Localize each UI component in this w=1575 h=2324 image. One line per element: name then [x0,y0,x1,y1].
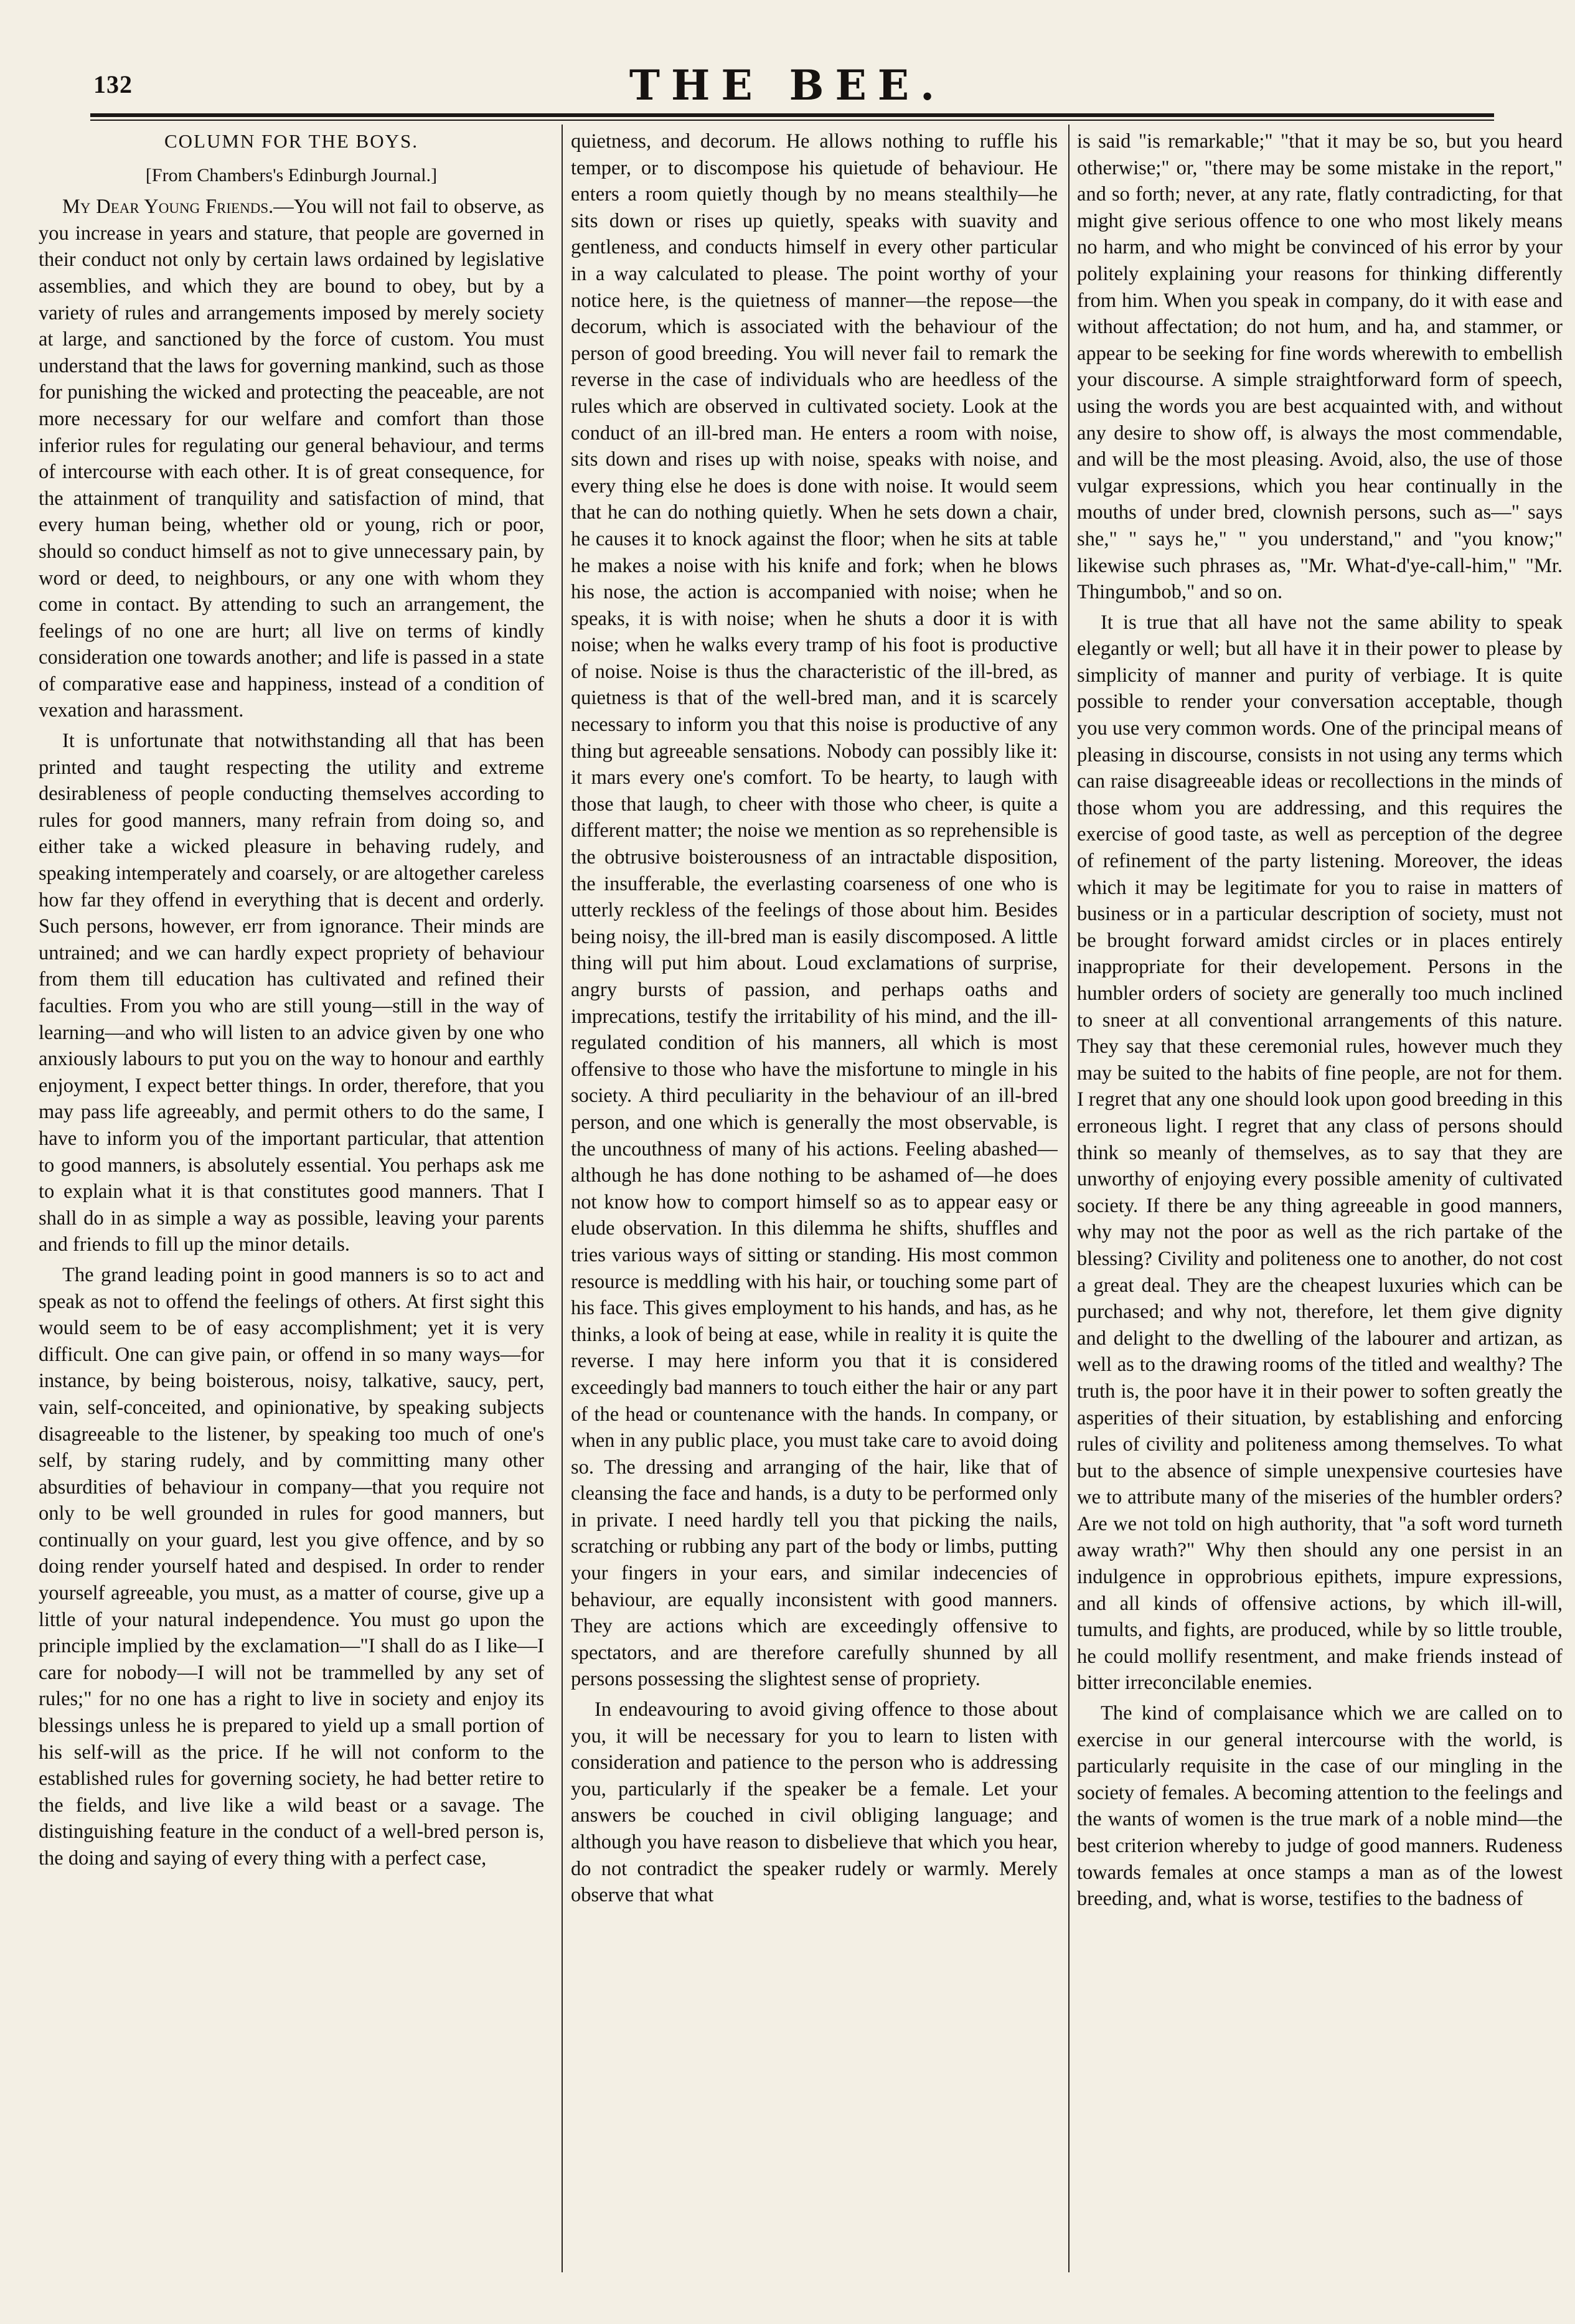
masthead-title: THE BEE. [629,61,946,110]
column-divider-2 [1068,125,1070,2272]
article-paragraph: is said "is remarkable;" "that it may be so, but you heard otherwise;" or, "there may be some mistake in the report," and so forth; never, at any rate, flatly contradicting, for that might give serious offence to one who most likely means no harm, and who might be convinced of his error by your politely explaining your reasons for thinking differently from him. When you speak in company, do it with ease and without affectation; do not hum, and ha, and stammer, or appear to be seeking for fine words wherewith to embellish your discourse. A simple straightforward form of speech, using the words you are best acquainted with, and without any desire to show off, is always the most commendable, and will be the most pleasing. Avoid, also, the use of those vulgar expressions, which you hear continually in the mouths of under bred, clownish persons, such as—" says she," " says he," " you understand," and "you know;" likewise such phrases as, "Mr. What-d'ye-call-him," "Mr. Thingumbob," and so on. [1077,130,1563,604]
column-2 [571,128,1058,2282]
column-3 [1077,128,1563,2282]
page-number: 132 [93,70,133,98]
article-heading: COLUMN FOR THE BOYS. [164,130,419,152]
header-rule-thin [90,120,1494,121]
column-1 [39,128,544,2282]
article-paragraph: quietness, and decorum. He allows nothing to ruffle his temper, or to discompose his quietude of behaviour. He enters a room quietly though by no means stealthily—he sits down or rises up quietly, speaks with suavity and gentleness, and conducts himself in every other particular in a way calculated to please. The point worthy of your notice here, is the quietness of manner—the repose—the decorum, which is associated with the behaviour of the person of good breeding. You will never fail to remark the reverse in the case of individuals who are heedless of the rules which are observed in cultivated society. Look at the conduct of an ill-bred man. He enters a room with noise, sits down and rises up with noise, speaks with noise, and every thing else he does is done with noise. It would seem that he can do nothing quietly. When he sets down a chair, he causes it to knock against the floor; when he sits at table he makes a noise with his knife and fork; when he blows his nose, the action is accompanied with noise; when he speaks, it is with noise; when he shuts a door it is with noise; when he walks every tramp of his foot is productive of noise. Noise is thus the characteristic of the ill-bred, as quietness is that of the well-bred man, and it is scarcely necessary to inform you that this noise is productive of any thing but agreeable sensations. Nobody can possibly like it: it mars every one's comfort. To be hearty, to laugh with those that laugh, to cheer with those who cheer, is quite a different matter; the noise we mention as so reprehensible is the obtrusive boisterousness of an intractable disposition, the insufferable, the everlasting coarseness of one who is utterly reckless of the feelings of those about him. Besides being noisy, the ill-bred man is easily discomposed. A little thing will put him about. Loud exclamations of surprise, angry bursts of passion, and perhaps oaths and imprecations, testify the irritability of his mind, and the ill-regulated condition of his manners, all which is most offensive to those who have the misfortune to mingle in his society. A third peculiarity in the behaviour of an ill-bred person, and one which is generally the most observable, is the uncouthness of many of his actions. Feeling abashed—although he has done nothing to be ashamed of—he does not know how to comport himself so as to appear easy or elude observation. In this dilemma he shifts, shuffles and tries various ways of sitting or standing. His most common resource is meddling with his hair, or touching some part of his face. This gives employment to his hands, and has, as he thinks, a look of being at ease, while in reality it is quite the reverse. I may here inform you that it is considered exceedingly bad manners to touch either the hair or any part of the head or countenance with the hands. In company, or when in any public place, you must take care to avoid doing so. The dressing and arranging of the hair, like that of cleansing the face and hands, is a duty to be performed only in private. I need hardly tell you that picking the nails, scratching or rubbing any part of the body or limbs, putting your fingers in your ears, and similar indecencies of behaviour, are equally inconsistent with good manners. They are actions which are exceedingly offensive to spectators, and are therefore carefully shunned by all persons possessing the slightest sense of propriety. [571,130,1058,1691]
column-divider-1 [562,125,563,2272]
salutation: My Dear Young Friends. [62,195,274,219]
article-paragraph: It is true that all have not the same ability to speak elegantly or well; but all have it in their power to please by simplicity of manner and purity of verbiage. It is quite possible to render your conversation acceptable, though you use very common words. One of the principal means of pleasing in discourse, consists in not using any terms which can raise disagreeable ideas or recollections in the minds of those whom you are addressing, and this requires the exercise of good taste, as well as perception of the degree of refinement of the party listening. Moreover, the ideas which it may be legitimate for you to raise in matters of business or in a particular description of society, must not be brought forward amidst circles or in places entirely inappropriate for their developement. Persons in the humbler orders of society are generally too much inclined to sneer at all conventional arrangements of this nature. They say that these ceremonial rules, however much they may be suited to the habits of fine people, are not for them. I regret that any one should look upon good breeding in this erroneous light. I regret that any class of persons should think so meanly of themselves, as to say that they are unworthy of enjoying every possible amenity of cultivated society. If there be any thing agreeable in good manners, why may not the poor as well as the rich partake of the blessing? Civility and politeness one to another, do not cost a great deal. They are the cheapest luxuries which can be purchased; and why not, therefore, let them give dignity and delight to the dwelling of the labourer and artizan, as well as to the drawing rooms of the titled and wealthy? The truth is, the poor have it in their power to soften greatly the asperities of their situation, by establishing and enforcing rules of civility and politeness among themselves. To what but to the absence of simple unexpensive courtesies have we to attribute many of the miseries of the humbler orders? Are we not told on high authority, that "a soft word turneth away wrath?" Why then should any one persist in an indulgence in opprobrious epithets, impure expressions, and all kinds of offensive actions, by which ill-will, tumults, and fights, are produced, while by so little trouble, he could mollify resentment, and make friends instead of bitter irreconcilable enemies. [1077,611,1563,1695]
article-paragraph: It is unfortunate that notwithstanding all that has been printed and taught respecting the utility and extreme desirableness of people conducting themselves according to rules for good manners, many refrain from doing so, and either take a wicked pleasure in behaving rudely, and speaking intemperately and coarsely, or are altogether careless how far they offend in everything that is decent and orderly. Such persons, however, err from ignorance. Their minds are untrained; and we can hardly expect propriety of behaviour from them till education has cultivated and refined their faculties. From you who are still young—still in the way of learning—and who will listen to an advice given by one who anxiously labours to put you on the way to honour and earthly enjoyment, I expect better things. In order, therefore, that you may pass life agreeably, and permit others to do the same, I have to inform you of the important particular, that attention to good manners, is absolutely essential. You perhaps ask me to explain what it is that constitutes good manners. That I shall do in as simple a way as possible, leaving your parents and friends to fill up the minor details. [39,730,544,1256]
article-paragraph: The kind of complaisance which we are called on to exercise in our general intercourse with the world, is particularly requisite in the case of our mingling in the society of females. A becoming attention to the feelings and the wants of women is the true mark of a noble mind—the best criterion whereby to judge of good manners. Rudeness towards females at once stamps a man as of the lowest breeding, and, what is worse, testifies to the badness of [1077,1702,1563,1911]
article-source: [From Chambers's Edinburgh Journal.] [145,164,438,186]
article-paragraph [39,194,544,724]
header-rule-thick [90,113,1494,117]
article-paragraph: In endeavouring to avoid giving offence to those about you, it will be necessary for you to learn to listen with consideration and patience to the person who is addressing you, particularly if the speaker be a female. Let your answers be couched in civil obliging language; and although you have reason to disbelieve that which you hear, do not contradict the speaker rudely or warmly. Merely observe that what [571,1698,1058,1907]
paragraph-text: —You will not fail to observe, as you increase in years and stature, that people are governed in their conduct not only by certain laws ordained by legislative assemblies, and which they are bound to obey, but by a variety of rules and arrangements imposed by merely society at large, and sanctioned by the force of custom. You must understand that the laws for governing mankind, such as those for punishing the wicked and protecting the peaceable, are not more necessary for our welfare and comfort than those inferior rules for regulating our general behaviour, and terms of intercourse with each other. It is of great consequence, for the attainment of tranquility and satisfaction of mind, that every human being, whether old or young, rich or poor, should so conduct himself as not to give unnecessary pain, by word or deed, to neighbours, or any one with whom they come in contact. By attending to such an arrangement, the feelings of no one are hurt; all live on terms of kindly consideration one towards another; and life is passed in a state of comparative ease and happiness, instead of a condition of vexation and harassment. [39,195,544,722]
article-paragraph: The grand leading point in good manners is so to act and speak as not to offend the feelings of others. At first sight this would seem to be of easy accomplishment; yet it is very difficult. One can give pain, or offend in so many ways—for instance, by being boisterous, noisy, talkative, saucy, pert, vain, self-conceited, and opinionative, by speaking subjects disagreeable to the listener, by speaking too much of one's self, by staring rudely, and by committing many other absurdities of behaviour in company—that you require not only to be well grounded in rules for good manners, but continually on your guard, lest you give offence, and by so doing render yourself hated and despised. In order to render yourself agreeable, you must, as a matter of course, give up a little of your natural independence. You must go upon the principle implied by the exclamation—"I shall do as I like—I care for nobody—I will not be trammelled by any set of rules;" for no one has a right to live in society and enjoy its blessings unless he is prepared to yield up a small portion of his self-will as the price. If he will not conform to the established rules for governing society, he had better retire to the fields, and live like a wild beast or a savage. The distinguishing feature in the conduct of a well-bred person is, the doing and saying of every thing with a perfect case, [39,1263,544,1870]
